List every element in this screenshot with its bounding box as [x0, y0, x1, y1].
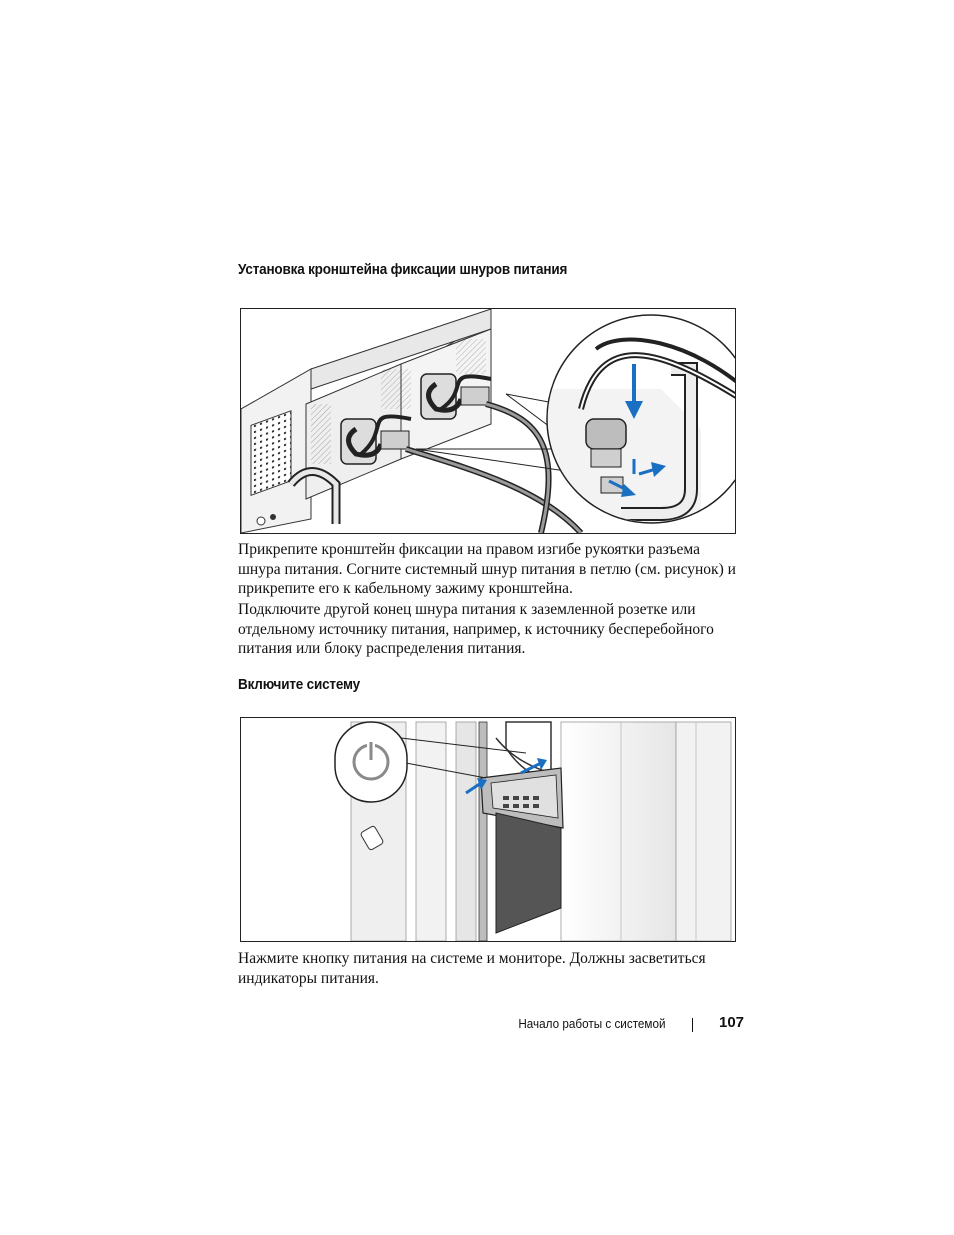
paragraph-bracket-instructions: Прикрепите кронштейн фиксации на правом изгибе рукоятки разъема шнура питания. Согните системный шнур питания в петлю (см. рисунок) и прикрепите его к кабельному зажиму кронштейна.: [238, 541, 736, 597]
section-heading-bracket: Установка кронштейна фиксации шнуров питания: [238, 261, 568, 278]
figure-power-on: [240, 717, 736, 942]
footer-separator: [692, 1018, 693, 1032]
bracket-detail-zoom: [541, 309, 735, 533]
figure-cable-bracket: [240, 308, 736, 534]
paragraph-connect-outlet: Подключите другой конец шнура питания к заземленной розетке или отдельному источнику питания, например, к источнику бесперебойного питания или блоку распределения питания.: [238, 601, 714, 657]
footer-chapter-title: Начало работы с системой: [518, 1016, 666, 1031]
power-button-callout: [335, 722, 407, 802]
paragraph-press-power: Нажмите кнопку питания на системе и мониторе. Должны засветиться индикаторы питания.: [238, 950, 706, 987]
section-heading-power-on: Включите систему: [238, 676, 360, 693]
server-chassis-illustration: [241, 309, 581, 533]
page-number: 107: [719, 1014, 745, 1031]
